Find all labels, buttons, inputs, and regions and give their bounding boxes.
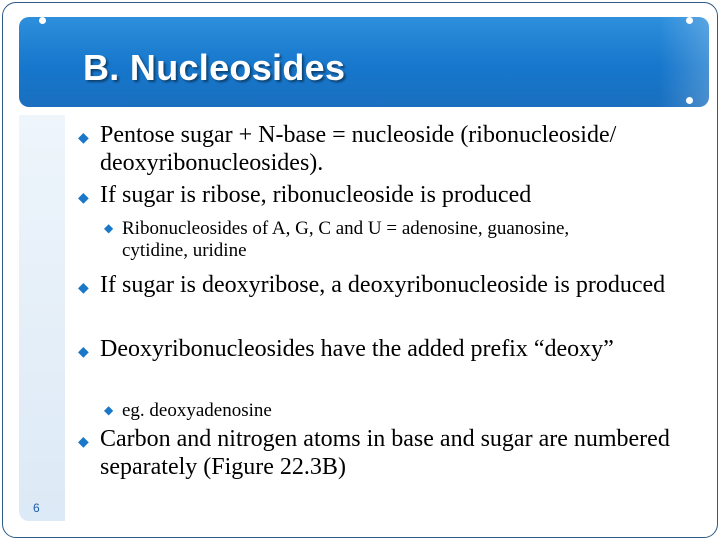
bullet-item (104, 218, 624, 262)
bullet-text: Ribonucleosides of A, G, C and U = adenosine, guanosine, cytidine, uridine (122, 218, 570, 262)
diamond-icon: ◆ (104, 221, 114, 235)
slide-title: B. Nucleosides (83, 47, 346, 88)
bullet-item (78, 336, 638, 364)
bullet-text: Deoxyribonucleosides have the added prefix “deoxy” (100, 336, 614, 362)
bullet-item (78, 272, 678, 300)
diamond-icon: ◆ (78, 344, 89, 360)
bullet-text: Carbon and nitrogen atoms in base and sugar are numbered separately (Figure 22.3B) (100, 426, 670, 480)
bullet-item (78, 426, 678, 482)
diamond-icon: ◆ (104, 403, 114, 417)
diamond-icon: ◆ (78, 190, 89, 206)
bullet-item (104, 400, 624, 422)
bullet-text: If sugar is ribose, ribonucleoside is produced (100, 182, 532, 208)
bullet-text: eg. deoxyadenosine (122, 400, 272, 421)
diamond-icon: ◆ (78, 434, 89, 450)
bullet-item (78, 182, 678, 210)
bullet-text: If sugar is deoxyribose, a deoxyribonucleoside is produced (100, 272, 666, 298)
diamond-icon: ◆ (78, 130, 89, 146)
page-number: 6 (33, 501, 40, 515)
bullet-item (78, 122, 678, 178)
diamond-icon: ◆ (78, 280, 89, 296)
bullet-text: Pentose sugar + N-base = nucleoside (ribonucleoside/ deoxyribonucleosides). (100, 122, 617, 176)
